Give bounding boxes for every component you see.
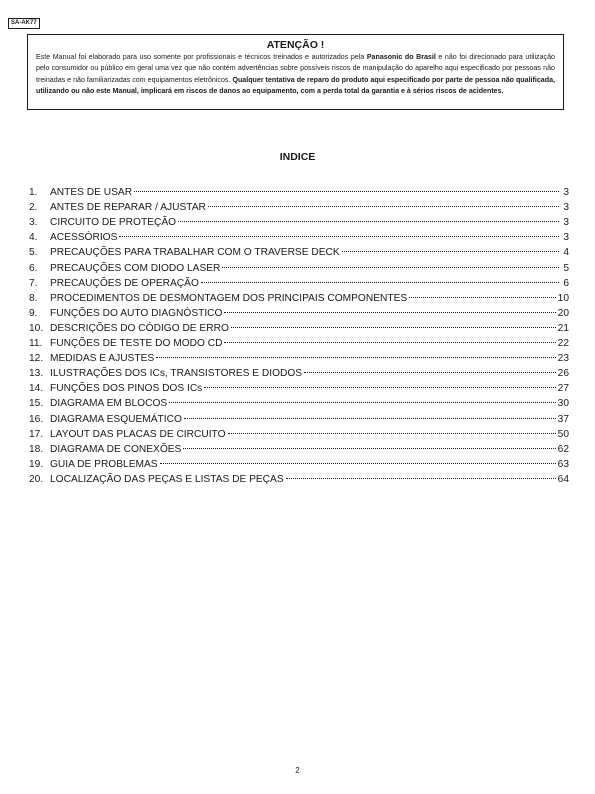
toc-dot-leader: [201, 271, 559, 286]
toc-dot-leader: [160, 452, 556, 467]
toc-dot-leader: [119, 225, 559, 240]
warning-line1-post: e não foi direcionado para utilização pelo consumidor ou público em geral uma vez que não contém advertências sobre possíveis riscos de manipulação do aparelho aqui especificado por pessoas não treinadas e não familiarizadas com equipamentos eletrônicos.: [36, 53, 555, 84]
toc-entry-number: 10.: [29, 322, 44, 334]
toc-entry-number: 8.: [29, 292, 38, 304]
warning-box: [27, 34, 564, 110]
toc-entry-number: 19.: [29, 458, 44, 470]
toc-entry-title: MEDIDAS E AJUSTES: [50, 353, 155, 365]
toc-entry-title: PRECAUÇÕES PARA TRABALHAR COM O TRAVERSE DECK: [50, 247, 340, 259]
toc-entry-page: 6: [563, 277, 569, 289]
toc-dot-leader: [169, 391, 555, 406]
warning-title: ATENÇÃO !: [266, 39, 325, 51]
toc-dot-leader: [178, 210, 559, 225]
toc-entry-title: LOCALIZAÇÃO DAS PEÇAS E LISTAS DE PEÇAS: [50, 473, 284, 485]
toc-dot-leader: [134, 180, 559, 195]
toc-entry-page: 3: [563, 187, 569, 199]
toc-dot-leader: [342, 240, 559, 255]
toc-entry-number: 4.: [29, 232, 38, 244]
toc-entry-number: 2.: [29, 202, 38, 214]
toc-entry[interactable]: [29, 180, 569, 199]
toc-entry-number: 7.: [29, 277, 38, 289]
toc-dot-leader: [156, 346, 555, 361]
toc-entry-title: DIAGRAMA EM BLOCOS: [50, 398, 168, 410]
toc-dot-leader: [183, 437, 555, 452]
toc-entry-page: 23: [557, 353, 569, 365]
toc-entry-page: 27: [557, 383, 569, 395]
page-number: 2: [295, 766, 300, 775]
toc-entry-title: FUNÇÕES DOS PINOS DOS ICs: [50, 383, 203, 395]
toc-entry-number: 3.: [29, 217, 38, 229]
toc-entry-page: 3: [563, 217, 569, 229]
toc-entry-page: 63: [557, 458, 569, 470]
toc-dot-leader: [224, 331, 555, 346]
toc-entry-number: 14.: [29, 383, 44, 395]
toc-entry-number: 5.: [29, 247, 38, 259]
toc-entry-number: 12.: [29, 353, 44, 365]
warning-bold-text: Qualquer tentativa de reparo do produto aqui especificado por parte de pessoa não qualificada, utilizando ou não este Manual, implicará em riscos de danos ao equipamento, com a perda total da garantia e à sérios riscos de acidentes.: [36, 75, 555, 96]
toc-entry-page: 62: [557, 443, 569, 455]
toc-dot-leader: [304, 361, 556, 376]
index-title: INDICE: [279, 151, 316, 163]
toc-dot-leader: [222, 255, 559, 270]
toc-entry-page: 26: [557, 368, 569, 380]
toc-entry-page: 10: [557, 292, 569, 304]
toc-entry-page: 30: [557, 398, 569, 410]
toc-entry-title: CIRCUITO DE PROTEÇÃO: [50, 217, 177, 229]
toc-dot-leader: [409, 286, 555, 301]
toc-dot-leader: [204, 376, 555, 391]
model-label: SA-AK77: [8, 18, 40, 29]
toc-entry-title: FUNÇÕES DO AUTO DIAGNÓSTICO: [50, 307, 223, 319]
warning-text: [36, 52, 555, 98]
toc-entry-page: 64: [557, 473, 569, 485]
toc-dot-leader: [228, 422, 556, 437]
toc-entry-number: 1.: [29, 187, 38, 199]
toc-entry-page: 3: [563, 232, 569, 244]
toc-entry-title: DIAGRAMA ESQUEMÁTICO: [50, 413, 182, 425]
toc-entry-title: LAYOUT DAS PLACAS DE CIRCUITO: [50, 428, 226, 440]
toc-entry-page: 4: [563, 247, 569, 259]
toc-entry-title: ANTES DE USAR: [50, 187, 133, 199]
toc-dot-leader: [208, 195, 559, 210]
table-of-contents: [29, 180, 569, 485]
toc-dot-leader: [224, 301, 555, 316]
toc-entry-title: PROCEDIMENTOS DE DESMONTAGEM DOS PRINCIPAIS COMPONENTES: [50, 292, 408, 304]
toc-entry-page: 50: [557, 428, 569, 440]
toc-entry-title: DESCRIÇÕES DO CÓDIGO DE ERRO: [50, 322, 229, 334]
toc-entry-number: 20.: [29, 473, 44, 485]
toc-entry-number: 11.: [29, 338, 43, 350]
toc-entry-title: ACESSÓRIOS: [50, 232, 118, 244]
toc-entry-title: ANTES DE REPARAR / AJUSTAR: [50, 202, 206, 214]
toc-dot-leader: [231, 316, 556, 331]
toc-entry-number: 6.: [29, 262, 38, 274]
toc-entry-page: 3: [563, 202, 569, 214]
toc-entry-number: 15.: [29, 398, 44, 410]
toc-entry-page: 21: [557, 322, 569, 334]
toc-entry-number: 17.: [29, 428, 44, 440]
toc-entry-title: PRECAUÇÕES COM DIODO LASER: [50, 262, 221, 274]
toc-entry-page: 5: [563, 262, 569, 274]
toc-entry-number: 13.: [29, 368, 44, 380]
toc-entry-number: 16.: [29, 413, 44, 425]
toc-dot-leader: [286, 467, 556, 482]
toc-entry-title: PRECAUÇÕES DE OPERAÇÃO: [50, 277, 199, 289]
toc-entry-title: ILUSTRAÇÕES DOS ICs, TRANSISTORES E DIODOS: [50, 368, 303, 380]
toc-entry-number: 18.: [29, 443, 44, 455]
toc-entry-page: 37: [557, 413, 569, 425]
warning-line1-pre: Este Manual foi elaborado para uso somente por profissionais e técnicos treinados e autorizados pela: [36, 53, 367, 61]
toc-entry-title: GUIA DE PROBLEMAS: [50, 458, 158, 470]
toc-entry-title: FUNÇÕES DE TESTE DO MODO CD: [50, 338, 223, 350]
toc-dot-leader: [184, 406, 556, 421]
warning-brand: Panasonic do Brasil: [366, 53, 436, 61]
toc-entry-title: DIAGRAMA DE CONEXÕES: [50, 443, 182, 455]
toc-entry-number: 9.: [29, 307, 38, 319]
toc-entry-page: 22: [557, 338, 569, 350]
toc-entry-page: 20: [557, 307, 569, 319]
